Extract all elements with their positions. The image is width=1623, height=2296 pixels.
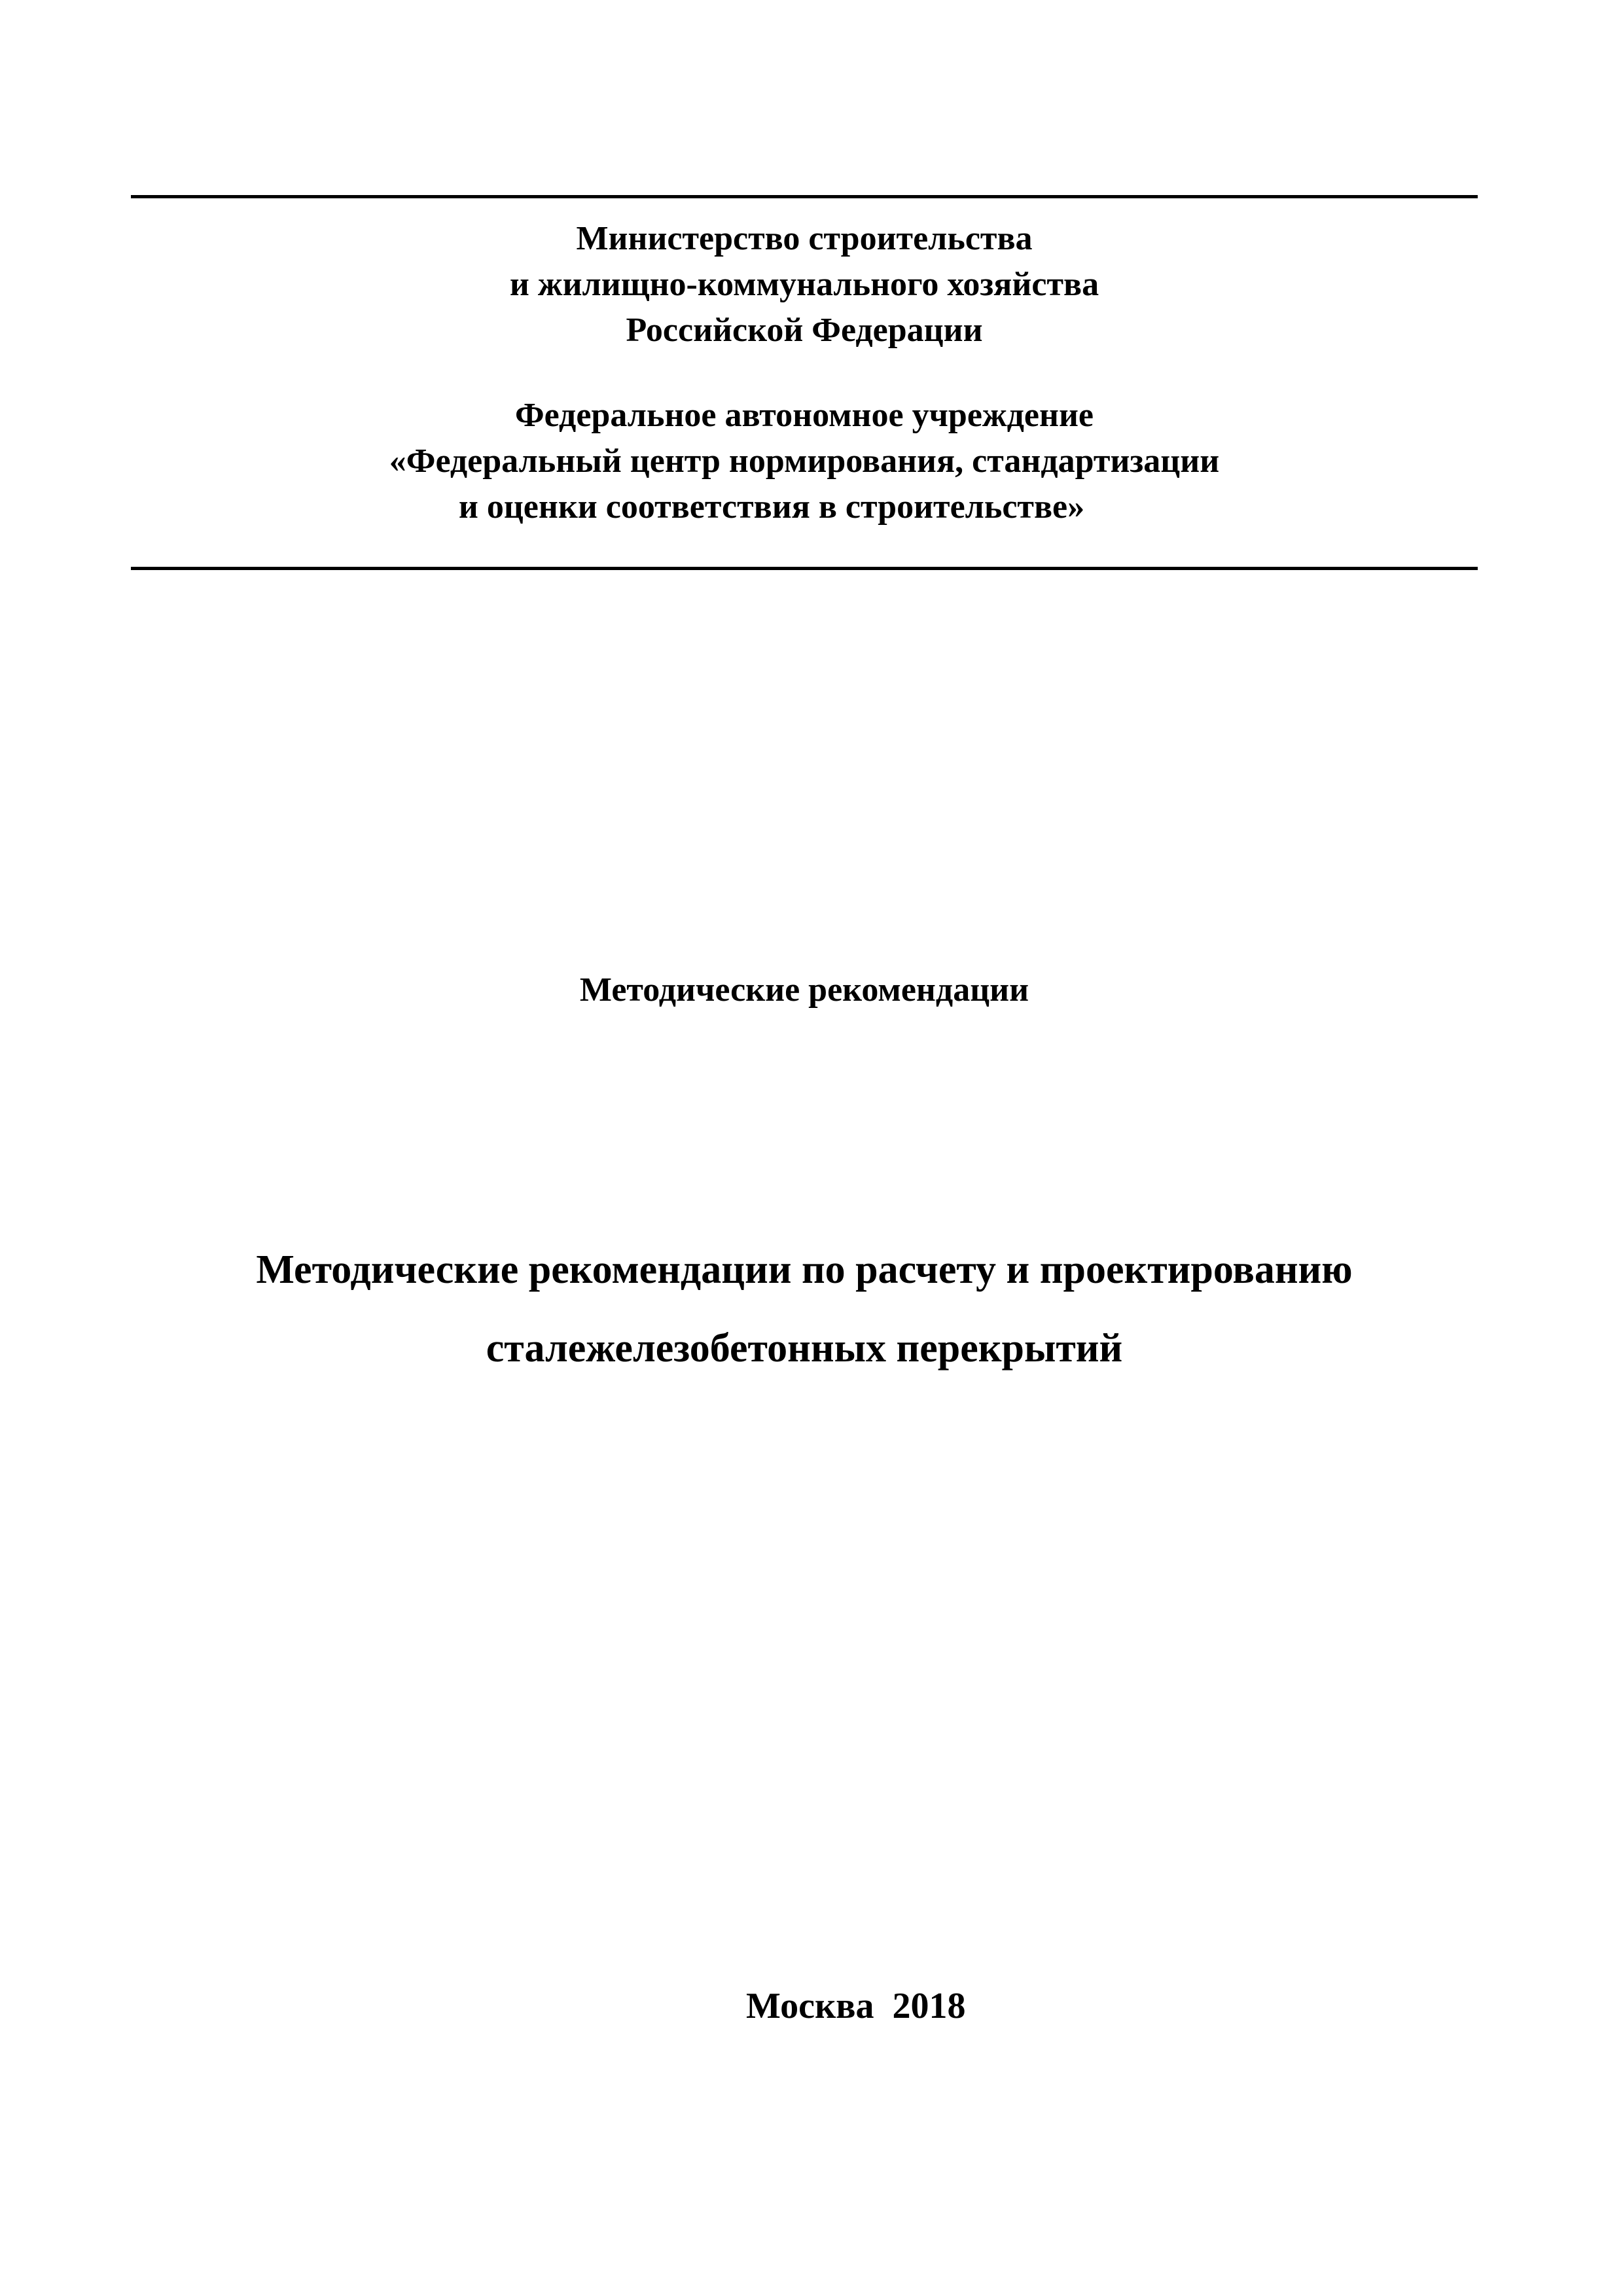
institution-line-3: и оценки соответствия в строительстве» <box>458 488 1085 526</box>
institution-line-1: Федеральное автономное учреждение <box>514 397 1094 434</box>
document-title-line-1: Методические рекомендации по расчету и проектированию <box>256 1247 1353 1292</box>
document-title-line-2: сталежелезобетонных перекрытий <box>486 1326 1123 1371</box>
top-rule <box>131 195 1478 198</box>
ministry-line-3: Российской Федерации <box>626 312 983 349</box>
city-year: Москва 2018 <box>746 1986 966 2026</box>
institution-block <box>131 393 1478 530</box>
document-type: Методические рекомендации <box>579 971 1029 1009</box>
ministry-line-1: Министерство строительства <box>576 220 1033 257</box>
ministry-block <box>131 216 1478 353</box>
bottom-rule <box>131 567 1478 570</box>
institution-line-2: «Федеральный центр нормирования, стандартизации <box>389 442 1220 480</box>
ministry-line-2: и жилищно-коммунального хозяйства <box>509 266 1099 303</box>
document-title <box>131 1230 1478 1388</box>
